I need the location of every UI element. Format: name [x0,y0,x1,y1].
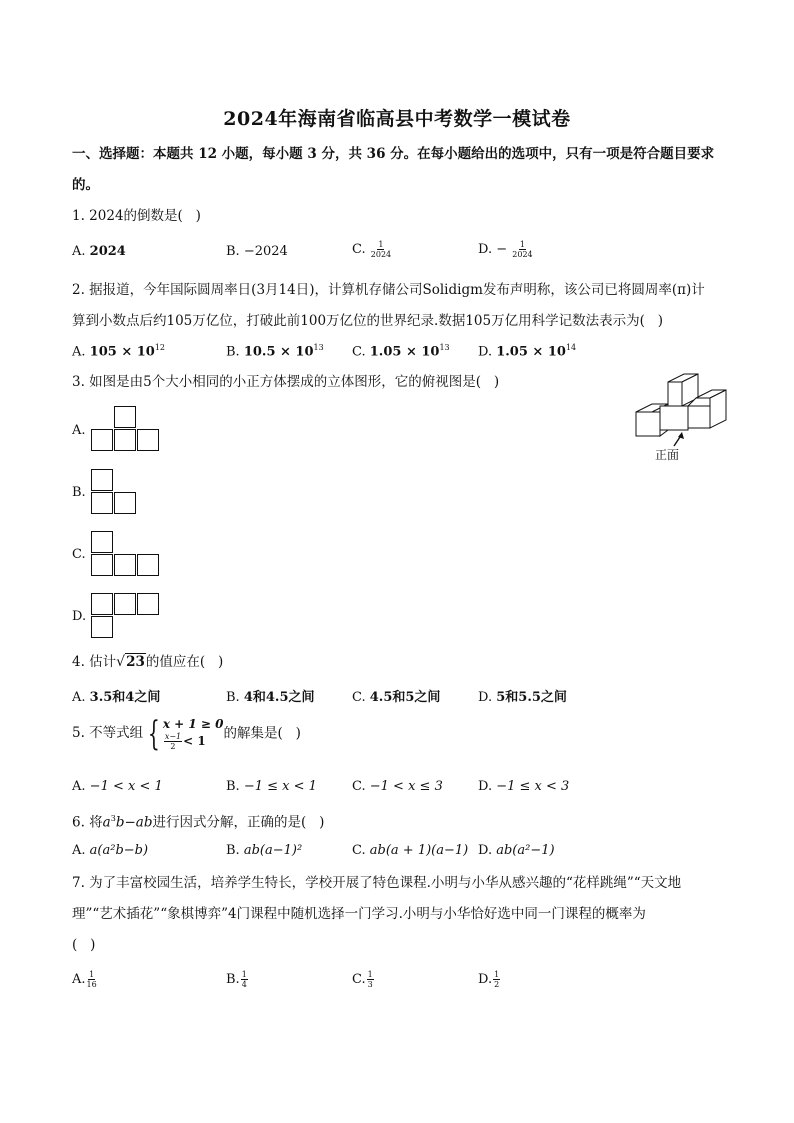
q3-cube-figure [630,372,730,467]
q6-option-b [226,843,302,858]
q1-option-b-value: −2024 [243,244,288,259]
q6-option-d-value: ab(a²−1) [496,843,555,858]
cube-right-front [688,406,710,428]
q5-option-d-value: −1 ≤ x < 3 [496,779,570,794]
grid-cell [137,429,159,451]
q6-stem-pre: 6. 将 [72,814,103,831]
q7-option-c-label: C. [352,972,366,987]
grid-cell [91,616,113,638]
q7-option-d-label: D. [478,972,493,987]
q4-option-c [352,686,440,705]
q5-option-c-value: −1 < x ≤ 3 [369,779,443,794]
frac-num: 1 [519,240,525,249]
q1-option-d [478,240,534,259]
q2-option-d [478,343,576,359]
q2-option-d-label: D. [478,344,493,360]
q2-option-c-exp: 13 [439,343,450,352]
q1-option-d-label: D. [478,242,493,257]
q6-option-a-label: A. [72,843,86,858]
grid-cell [91,492,113,514]
grid-cell [114,492,136,514]
q2-stem-line2: 算到小数点后约105万亿位，打破此前100万亿位的世界纪录.数据105万亿用科学记数法表示为( ) [72,313,663,329]
q2-option-a-value: 105 × 10 [89,344,155,360]
grid-cell [114,554,136,576]
q5-option-a-label: A. [72,779,86,794]
q1-option-c-fraction [371,240,391,259]
q4-radicand: 23 [126,654,145,670]
q3-option-d-label: D. [72,609,87,624]
frac-den: 4 [241,980,247,989]
q7-option-c [352,970,375,989]
q1-option-a-label: A. [72,244,86,259]
q6-option-a [72,843,148,858]
q7-option-a-fraction [87,970,97,989]
q7-option-d-fraction [493,970,500,989]
q3-option-a-label: A. [72,423,86,438]
q2-option-d-exp: 14 [565,343,577,352]
q4-option-a [72,686,160,705]
q2-option-c [352,343,450,359]
q6-option-d-label: D. [478,843,493,858]
q5-row2-fraction [164,732,182,751]
grid-cell [114,593,136,615]
q7-stem-line3: ( ) [72,937,96,953]
q6-expr-rest: b−ab [115,814,153,831]
grid-cell [91,593,113,615]
q7-option-a [72,970,98,989]
q2-option-b-label: B. [226,344,240,360]
q1-option-b-label: B. [226,244,240,259]
q7-option-b-fraction [241,970,248,989]
q6-option-b-label: B. [226,843,240,858]
grid-cell [91,531,113,553]
frac-num: 1 [494,970,500,979]
q4-option-c-label: C. [352,690,366,705]
frac-den: 2024 [370,250,392,259]
q5-option-a [72,779,163,794]
q7-option-b-label: B. [226,972,240,987]
q5-option-c-label: C. [352,779,366,794]
q2-option-b-exp: 13 [313,343,324,352]
q5-stem [72,713,301,754]
q2-option-c-value: 1.05 × 10 [369,344,440,360]
section-heading-line2: 的。 [72,177,99,193]
q2-option-b-value: 10.5 × 10 [243,344,314,360]
frac-num: x−1 [164,732,182,741]
frac-den: 2 [494,980,500,989]
frac-den: 3 [367,980,373,989]
q2-option-c-label: C. [352,344,366,360]
q5-row2-rest: < 1 [183,734,206,748]
q7-stem-line2: 理”“艺术插花”“象棋博弈”4门课程中随机选择一门学习.小明与小华恰好选中同一门课程的概率为 [72,906,646,922]
q4-option-d-value: 5和5.5之间 [496,690,567,705]
grid-cell [137,593,159,615]
q4-option-a-label: A. [72,690,86,705]
q5-option-b-value: −1 ≤ x < 1 [243,779,317,794]
q2-option-a-exp: 12 [154,343,166,352]
q1-option-a-value: 2024 [89,244,126,259]
page-title: 2024年海南省临高县中考数学一模试卷 [223,108,571,130]
q6-option-c-label: C. [352,843,366,858]
q5-stem-pre: 5. 不等式组 [72,725,144,741]
q6-expr-exp: 3 [110,814,116,823]
q4-option-c-value: 4.5和5之间 [369,690,441,705]
frac-num: 1 [89,970,95,979]
q4-option-b-value: 4和4.5之间 [243,690,315,705]
q5-option-d [478,779,569,794]
q7-option-c-fraction [367,970,374,989]
cube-left-front [636,412,660,436]
q4-option-a-value: 3.5和4之间 [89,690,161,705]
cube-mid-front [660,406,688,430]
section-heading-line1: 一、选择题：本题共 12 小题，每小题 3 分，共 36 分。在每小题给出的选项中，只有一项是符合题目要求 [72,146,715,162]
q1-option-b [226,244,288,259]
q1-option-c [352,240,392,259]
q6-option-b-value: ab(a−1)² [243,843,303,858]
q2-option-d-value: 1.05 × 10 [496,344,566,360]
q7-option-b [226,970,249,989]
frac-den: 2024 [512,250,533,259]
frac-den: 2 [170,742,176,751]
grid-cell [114,406,136,428]
q1-option-d-sign: − [496,242,508,257]
cube-top-front [668,382,682,406]
q4-stem: 4. 估计√23的值应在( ) [72,654,224,670]
q6-stem-post: 进行因式分解，正确的是( ) [152,814,325,831]
q5-option-d-label: D. [478,779,493,794]
q4-option-b [226,686,315,705]
q6-stem [72,811,324,831]
grid-cell [91,554,113,576]
grid-cell [137,554,159,576]
q4-stem-pre: 4. 估计 [72,654,117,670]
q6-option-a-value: a(a²b−b) [89,843,149,858]
frac-den: 16 [86,980,97,989]
q4-option-b-label: B. [226,690,240,705]
q5-inequality-system: { x + 1 ≥ 0 $\frac{x-1}{2}$ < 1 [148,713,224,754]
frac-num: 1 [241,970,247,979]
q4-option-d-label: D. [478,690,493,705]
grid-cell [91,469,113,491]
q1-option-c-label: C. [352,242,366,257]
q3-option-c-label: C. [72,547,86,562]
q2-option-a [72,343,165,359]
q6-option-d [478,843,555,858]
q2-stem-line1: 2. 据报道，今年国际圆周率日(3月14日)，计算机存储公司Solidigm发布声明称，该公司已将圆周率(π)计 [72,282,705,298]
q5-option-a-value: −1 < x < 1 [89,779,163,794]
q7-option-d [478,970,501,989]
q5-option-b [226,779,317,794]
q5-option-b-label: B. [226,779,240,794]
q2-option-a-label: A. [72,344,86,360]
q2-option-b [226,343,324,359]
q6-expr-base: a [102,814,111,831]
q7-option-a-label: A. [72,972,86,987]
q1-stem: 1. 2024的倒数是( ) [72,208,201,224]
q1-option-a [72,244,126,259]
grid-cell [114,429,136,451]
frac-num: 1 [367,970,373,979]
q7-stem-line1: 7. 为了丰富校园生活，培养学生特长，学校开展了特色课程.小明与小华从感兴趣的“花样跳绳”“天文地 [72,875,682,891]
grid-cell [91,429,113,451]
q4-option-d [478,686,567,705]
q5-option-c [352,779,443,794]
q3-front-label: 正面 [655,448,680,462]
q5-row1: x + 1 ≥ 0 [162,717,224,731]
q6-option-c-value: ab(a + 1)(a−1) [369,843,469,858]
q6-option-c [352,843,468,858]
q5-stem-post: 的解集是( ) [223,725,301,742]
q1-option-d-fraction [512,240,532,259]
q4-stem-post: 的值应在( ) [145,654,224,670]
q3-option-b-label: B. [72,485,86,500]
q3-stem: 3. 如图是由5个大小相同的小正方体摆成的立体图形，它的俯视图是( ) [72,374,500,390]
frac-num: 1 [378,240,384,249]
